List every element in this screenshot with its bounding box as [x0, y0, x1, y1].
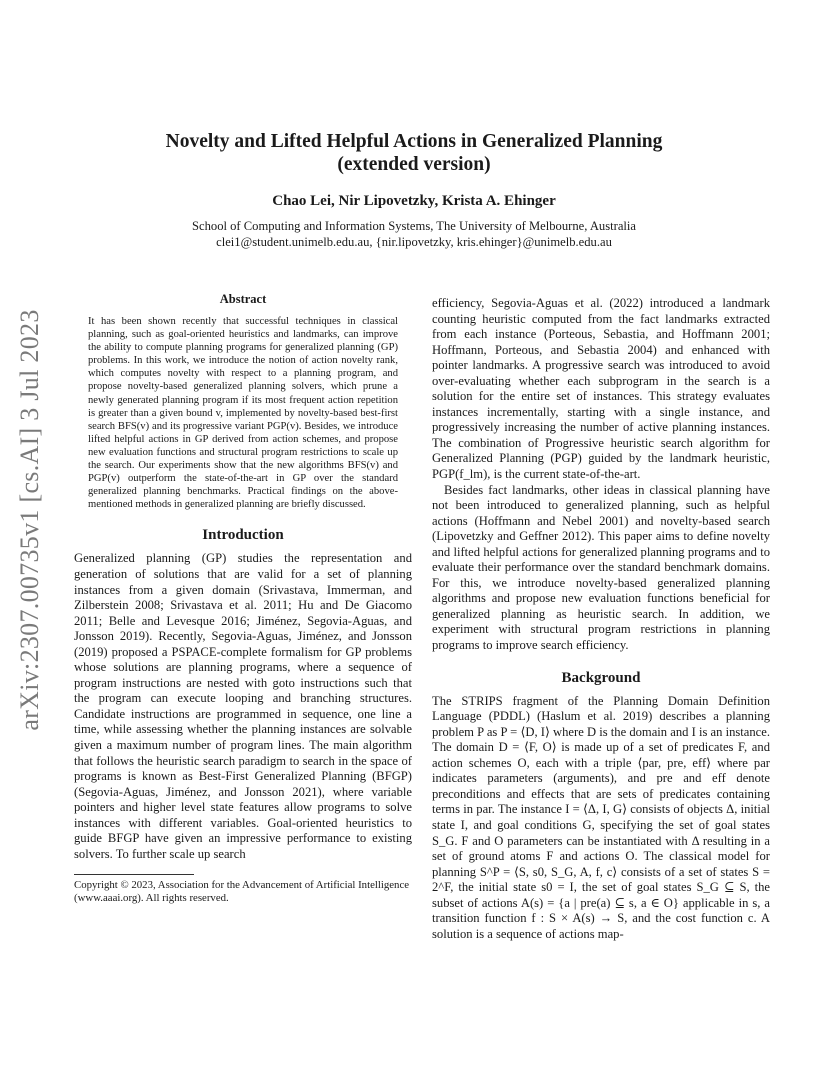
author-emails: clei1@student.unimelb.edu.au, {nir.lipovetzky, kris.ehinger}@unimelb.edu.au [216, 235, 612, 249]
left-column [74, 292, 412, 905]
arxiv-sidebar [14, 310, 46, 730]
footnote-divider [74, 874, 194, 875]
paper-title [100, 130, 728, 176]
title-line-1: Novelty and Lifted Helpful Actions in Generalized Planning [165, 131, 663, 152]
introduction-heading: Introduction [202, 527, 284, 544]
abstract-text: It has been shown recently that successful techniques in classical planning, such as goal-oriented heuristics and landmarks, can improve the ability to compute planning programs for generalized planning (GP) problems. In this work, we introduce the notion of action novelty rank, which computes novelty with respect to a planning program, and propose novelty-based generalized planning solvers, which prune a newly generated planning program if its most frequent action repetition is greater than a given bound v, implemented by novelty-based best-first search BFS(v) and its progressive variant PGP(v). Besides, we introduce lifted helpful actions in GP derived from action schemes, and propose new evaluation functions and structural program restrictions to scale up the search. Our experiments show that the new algorithms BFS(v) and PGP(v) outperform the state-of-the-art in GP over the standard generalized planning benchmarks. Practical findings on the above-mentioned methods in generalized planning are briefly discussed. [88, 316, 398, 511]
copyright-footnote: Copyright © 2023, Association for the Advancement of Artificial Intelligence (www.aaai.org). All rights reserved. [74, 879, 410, 905]
background-heading: Background [561, 669, 641, 686]
abstract-heading: Abstract [219, 292, 267, 306]
affiliation: School of Computing and Information Systems, The University of Melbourne, Australia [192, 219, 636, 233]
right-column [432, 296, 770, 942]
affiliation-block [100, 218, 728, 250]
intro-continued-paragraph: efficiency, Segovia-Aguas et al. (2022) introduced a landmark counting heuristic computed from the fact landmarks extracted from each instance (Porteous, Sebastia, and Hoffmann 2001; Hoffmann, Porteous, and Sebastia 2004) and enhanced with pointer landmarks. A progressive search was introduced to avoid over-evaluating whether each subprogram in the search is a solution for the entire set of instances. This strategy evaluates instances incrementally, starting with a single instance, and progressively increasing the number of active planning instances. The combination of Progressive heuristic search algorithm for Generalized Planning (PGP) guided by the landmark heuristic, PGP(f_lm), is the current state-of-the-art. [432, 296, 770, 482]
arxiv-identifier[interactable]: arXiv:2307.00735v1 [cs.AI] 3 Jul 2023 [15, 309, 44, 731]
title-line-2: (extended version) [337, 154, 491, 175]
intro-contributions-paragraph: Besides fact landmarks, other ideas in classical planning have not been introduced to generalized planning, such as helpful actions (Hoffmann and Nebel 2001) and novelty-based search (Lipovetzky and Geffner 2012). This paper aims to define novelty and lifted helpful actions for generalized planning programs and to evaluate their performance over the standard benchmark domains. For this, we introduce novelty-based generalized planning algorithms and propose new evaluation functions beneficial for generalized planning as heuristic search. In addition, we experiment with structural program restrictions in planning programs to improve search efficiency. [432, 482, 770, 653]
background-paragraph: The STRIPS fragment of the Planning Domain Definition Language (PDDL) (Haslum et al. 2019) describes a planning problem P as P = ⟨D, I⟩ where D is the domain and I is an instance. The domain D = ⟨F, O⟩ is made up of a set of predicates F, and action schemes O, each with a triple ⟨par, pre, eff⟩ where par indicates parameters (arguments), and pre and eff denote preconditions and effects that are sets of predicates containing terms in par. The instance I = ⟨Δ, I, G⟩ consists of objects Δ, initial state I, and goal conditions G, specifying the set of goal states S_G. F and O parameters can be instantiated with Δ resulting in a set of ground atoms F and actions O. The classical model for planning S^P = ⟨S, s0, S_G, A, f, c⟩ consists of a set of states S = 2^F, the initial state s0 = I, the set of goal states S_G ⊆ S, the subset of actions A(s) = {a | pre(a) ⊆ s, a ∈ O} applicable in s, a transition function f : S × A(s) → S, and the cost function c. A solution is a sequence of actions map- [432, 693, 770, 941]
author-list: Chao Lei, Nir Lipovetzky, Krista A. Ehinger [272, 193, 556, 209]
introduction-paragraph: Generalized planning (GP) studies the representation and generation of solutions that are valid for a set of planning instances from a given domain (Srivastava, Immerman, and Zilberstein 2008; Srivastava et al. 2011; Hu and De Giacomo 2011; Belle and Levesque 2016; Jiménez, Segovia-Aguas, and Jonsson 2019). Recently, Segovia-Aguas, Jiménez, and Jonsson (2019) proposed a PSPACE-complete formalism for GP problems whose solutions are planning programs, where a sequence of program instructions are nested with goto instructions such that the program can execute looping and branching structures. Candidate instructions are programmed in sequence, one line a time, while assessing whether the planning instances are solvable given a maximum number of program lines. The main algorithm that follows the heuristic search paradigm to search in the space of programs is known as Best-First Generalized Planning (BFGP) (Segovia-Aguas, Jiménez, and Jonsson 2021), where variable pointers and higher level state features allow programs to solve instances with different variables. Goal-oriented heuristics to guide BFGP have given an impressive performance to existing solvers. To further scale up search [74, 551, 412, 861]
